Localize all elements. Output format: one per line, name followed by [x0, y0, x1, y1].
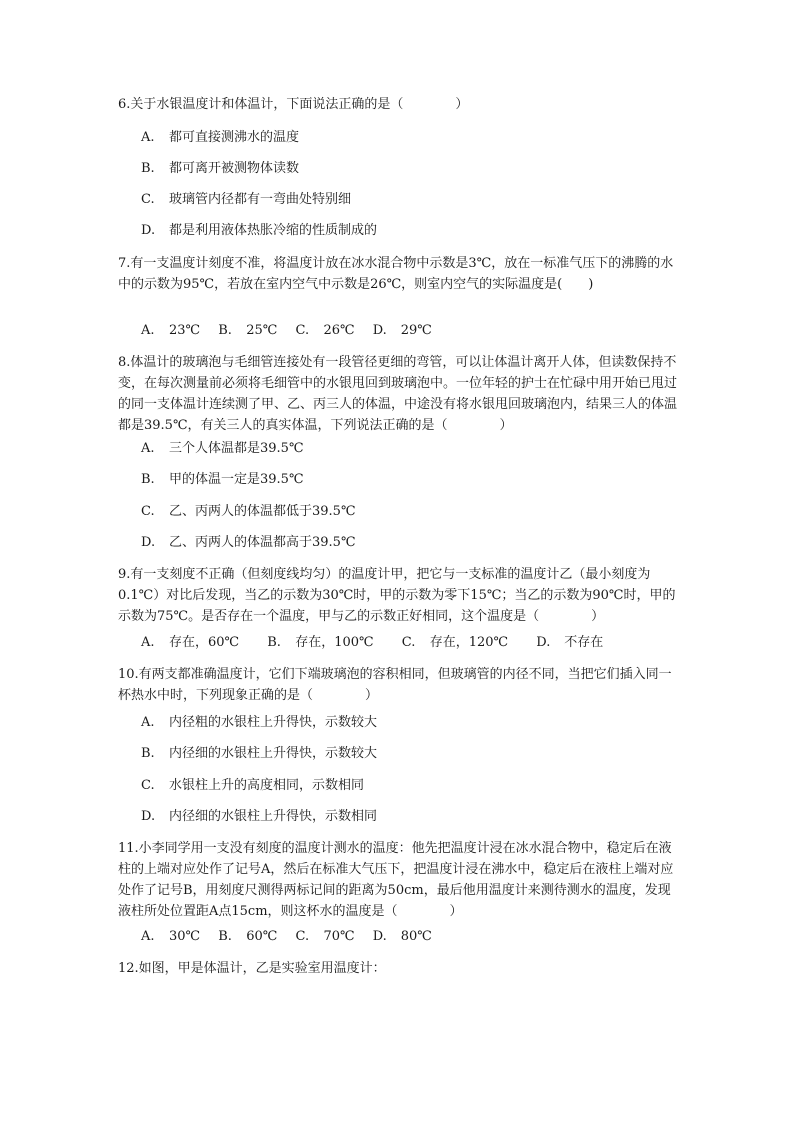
option-text: 乙、丙两人的体温都高于39.5℃ — [169, 535, 356, 550]
question-10-stem: 10.有两支都准确温度计，它们下端玻璃泡的容积相同，但玻璃管的内径不同，当把它们插入同一杯热水中时，下列现象正确的是（ ） — [118, 667, 672, 703]
option-text: 玻璃管内径都有一弯曲处特别细 — [169, 192, 352, 207]
question-6-stem: 6.关于水银温度计和体温计，下面说法正确的是（ ） — [118, 97, 469, 112]
question-10-option-c — [141, 775, 681, 796]
option-text: 存在，60℃ — [169, 635, 240, 650]
option-label: B. — [267, 635, 281, 650]
option-label: A. — [141, 130, 155, 145]
option-text: 内径细的水银柱上升得快，示数较大 — [169, 746, 378, 761]
option-label: A. — [141, 635, 155, 650]
option-text: 存在，120℃ — [429, 635, 509, 650]
option-text: 都可离开被测物体读数 — [169, 161, 300, 176]
option-label: C. — [141, 504, 155, 519]
question-6-option-d — [141, 220, 681, 241]
option-label: A. — [141, 323, 155, 338]
option-text: 内径粗的水银柱上升得快，示数较大 — [169, 715, 378, 730]
option-text: 不存在 — [564, 635, 604, 650]
option-text: 甲的体温一定是39.5℃ — [169, 472, 304, 487]
option-label: D. — [141, 535, 156, 550]
question-10-option-a — [141, 712, 681, 733]
question-8-option-c — [141, 501, 681, 522]
option-label: D. — [372, 929, 387, 944]
option-label: D. — [536, 635, 551, 650]
option-label: B. — [218, 323, 232, 338]
option-label: D. — [141, 223, 156, 238]
question-10-option-d — [141, 806, 681, 827]
option-label: D. — [141, 809, 156, 824]
option-label: B. — [141, 161, 155, 176]
option-text: 乙、丙两人的体温都低于39.5℃ — [169, 504, 356, 519]
question-9-stem: 9.有一支刻度不正确（但刻度线均匀）的温度计甲，把它与一支标准的温度计乙（最小刻度为0.1℃）对比后发现，当乙的示数为30℃时，甲的示数为零下15℃；当乙的示数为90℃时，甲的示数为75℃。是否存在一个温度，甲与乙的示数正好相同，这个温度是（ ） — [118, 567, 676, 624]
question-11-stem: 11.小李同学用一支没有刻度的温度计测水的温度：他先把温度计浸在冰水混合物中，稳定后在液柱的上端对应处作了记号A，然后在标准大气压下，把温度计浸在沸水中，稳定后在液柱上端对应处作了记号B，用刻度尺测得两标记间的距离为50cm，最后他用温度计来测待测水的温度，发现液柱所处位置距A点15cm，则这杯水的温度是（ ） — [118, 841, 674, 919]
option-text: 23℃ — [169, 323, 201, 338]
question-9-options — [141, 632, 681, 653]
option-text: 都可直接测沸水的温度 — [169, 130, 300, 145]
option-label: A. — [141, 715, 155, 730]
option-text: 都是利用液体热胀冷缩的性质制成的 — [169, 223, 378, 238]
option-text: 26℃ — [323, 323, 355, 338]
question-8-stem: 8.体温计的玻璃泡与毛细管连接处有一段管径更细的弯管，可以让体温计离开人体，但读数保持不变，在每次测量前必须将毛细管中的水银甩回到玻璃泡中。一位年轻的护士在忙碌中用开始已甩过的同一支体温计连续测了甲、乙、丙三人的体温，中途没有将水银甩回玻璃泡内，结果三人的体温都是39.5℃，有关三人的真实体温，下列说法正确的是（ ） — [118, 355, 678, 433]
option-label: C. — [401, 635, 416, 650]
option-text: 29℃ — [400, 323, 432, 338]
option-text: 80℃ — [400, 929, 432, 944]
question-7-options — [141, 320, 681, 341]
option-label: C. — [295, 929, 310, 944]
question-6-option-a — [141, 127, 681, 148]
option-label: A. — [141, 441, 155, 456]
question-7-stem: 7.有一支温度计刻度不准，将温度计放在冰水混合物中示数是3℃，放在一标准气压下的沸腾的水中的示数为95℃，若放在室内空气中示数是26℃，则室内空气的实际温度是( ) — [118, 256, 674, 292]
option-label: B. — [141, 746, 155, 761]
question-11-options — [141, 926, 681, 947]
question-8-option-d — [141, 532, 681, 553]
question-8-option-b — [141, 469, 681, 490]
option-label: D. — [372, 323, 387, 338]
question-8-option-a — [141, 438, 681, 459]
option-text: 内径细的水银柱上升得快，示数相同 — [169, 809, 378, 824]
option-label: B. — [141, 472, 155, 487]
question-12-stem: 12.如图，甲是体温计，乙是实验室用温度计： — [118, 961, 386, 976]
option-text: 25℃ — [246, 323, 278, 338]
option-text: 存在，100℃ — [295, 635, 374, 650]
option-label: A. — [141, 929, 155, 944]
option-label: B. — [218, 929, 232, 944]
option-label: C. — [295, 323, 310, 338]
question-10-option-b — [141, 743, 681, 764]
option-text: 三个人体温都是39.5℃ — [169, 441, 304, 456]
option-label: C. — [141, 192, 155, 207]
question-6-option-c — [141, 189, 681, 210]
option-label: C. — [141, 778, 155, 793]
option-text: 70℃ — [323, 929, 355, 944]
question-6-option-b — [141, 158, 681, 179]
option-text: 60℃ — [246, 929, 278, 944]
option-text: 水银柱上升的高度相同，示数相同 — [169, 778, 365, 793]
option-text: 30℃ — [169, 929, 201, 944]
